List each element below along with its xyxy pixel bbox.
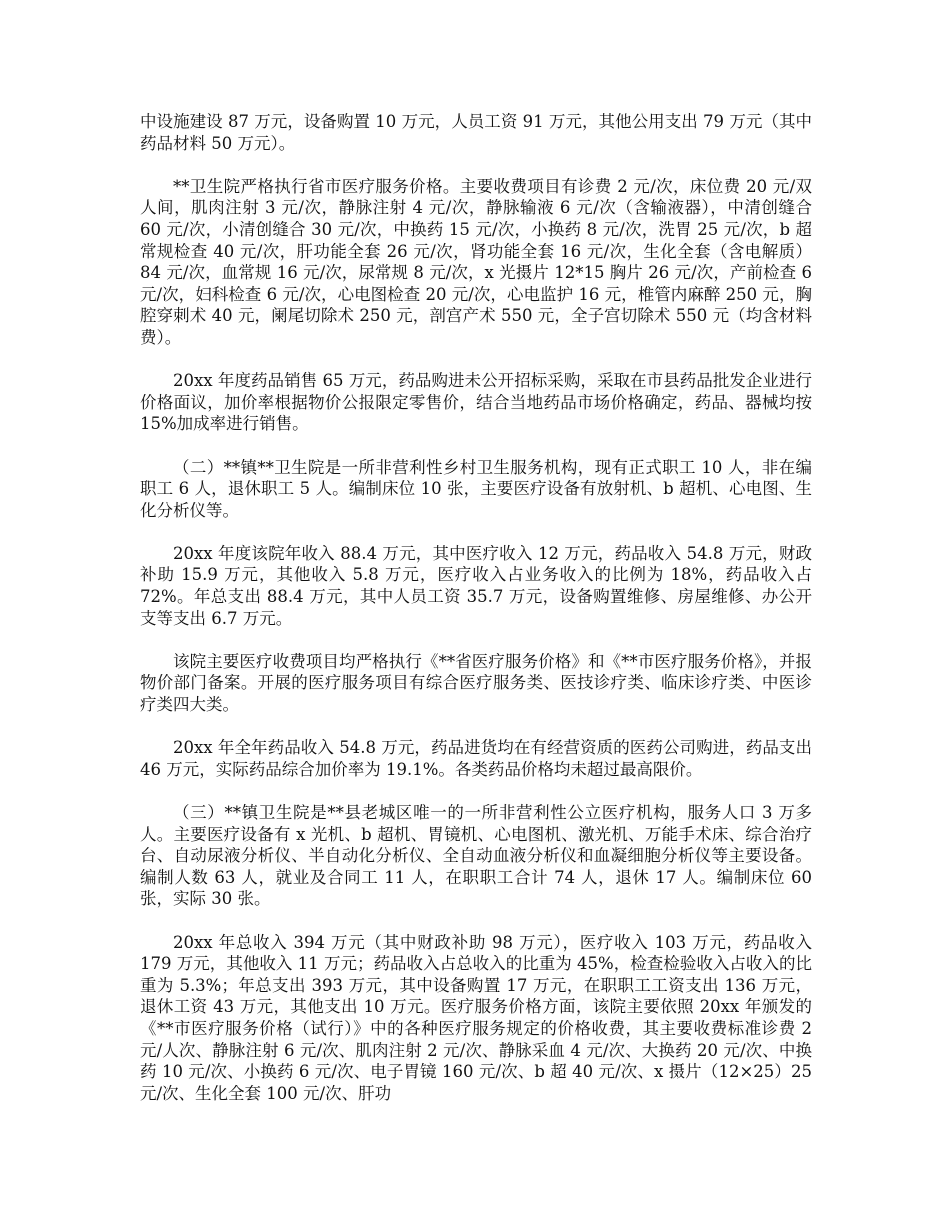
paragraph-section-three-intro: （三）**镇卫生院是**县老城区唯一的一所非营利性公立医疗机构，服务人口 3 万多人。主要医疗设备有 x 光机、b 超机、胃镜机、心电图机、激光机、万能手术床、综合治疗台、自动尿液分析仪、半自动化分析仪、全自动血液分析仪和血凝细胞分析仪等主要设备。编制人数 63 人，就业及合同工 11 人，在职职工合计 74 人，退休 17 人。编制床位 60 张，实际 30 张。: [140, 803, 812, 909]
paragraph-section-three-finance: 20xx 年总收入 394 万元（其中财政补助 98 万元），医疗收入 103 万元，药品收入 179 万元，其他收入 11 万元；药品收入占总收入的比重为 45%，检查检验收入占收入的比重为 5.3%；年总支出 393 万元，其中设备购置 17 万元，在职职工工资支出 136 万元，退休工资 43 万元，其他支出 10 万元。医疗服务价格方面，该院主要依照 20xx 年颁发的《**市医疗服务价格（试行）》中的各种医疗服务规定的价格收费，其主要收费标准诊费 2 元/人次、静脉注射 6 元/次、肌肉注射 2 元/次、静脉采血 4 元/次、大换药 20 元/次、中换药 10 元/次、小换药 6 元/次、电子胃镜 160 元/次、b 超 40 元/次、x 摄片（12×25）25 元/次、生化全套 100 元/次、肝功: [140, 932, 812, 1103]
paragraph-funding-continuation: 中设施建设 87 万元，设备购置 10 万元，人员工资 91 万元，其他公用支出 79 万元（其中药品材料 50 万元）。: [140, 112, 812, 153]
paragraph-service-prices: **卫生院严格执行省市医疗服务价格。主要收费项目有诊费 2 元/次，床位费 20 元/双人间，肌肉注射 3 元/次，静脉注射 4 元/次，静脉输液 6 元/次（含输液器），中清创缝合 60 元/次，小清创缝合 30 元/次，中换药 15 元/次，小换药 8 元/次，洗胃 25 元/次，b 超常规检查 40 元/次，肝功能全套 26 元/次，肾功能全套 16 元/次，生化全套（含电解质）84 元/次，血常规 16 元/次，尿常规 8 元/次，x 光摄片 12*15 胸片 26 元/次，产前检查 6 元/次，妇科检查 6 元/次，心电图检查 20 元/次，心电监护 16 元，椎管内麻醉 250 元，胸腔穿刺术 40 元，阑尾切除术 250 元，剖宫产术 550 元，全子宫切除术 550 元（均含材料费）。: [140, 176, 812, 347]
paragraph-section-two-intro: （二）**镇**卫生院是一所非营利性乡村卫生服务机构，现有正式职工 10 人，非在编职工 6 人，退休职工 5 人。编制床位 10 张，主要医疗设备有放射机、b 超机、心电图、生化分析仪等。: [140, 457, 812, 520]
document-page: [140, 111, 812, 1104]
paragraph-section-two-pricing: 该院主要医疗收费项目均严格执行《**省医疗服务价格》和《**市医疗服务价格》，并报物价部门备案。开展的医疗服务项目有综合医疗服务类、医技诊疗类、临床诊疗类、中医诊疗类四大类。: [140, 651, 812, 715]
paragraph-section-two-drugs: 20xx 年全年药品收入 54.8 万元，药品进货均在有经营资质的医药公司购进，药品支出 46 万元，实际药品综合加价率为 19.1%。各类药品价格均未超过最高限价。: [140, 738, 812, 779]
paragraph-section-two-finance: 20xx 年度该院年收入 88.4 万元，其中医疗收入 12 万元，药品收入 54.8 万元，财政补助 15.9 万元，其他收入 5.8 万元，医疗收入占业务收入的比例为 18%，药品收入占 72%。年总支出 88.4 万元，其中人员工资 35.7 万元，设备购置维修、房屋维修、办公开支等支出 6.7 万元。: [140, 543, 812, 628]
paragraph-drug-sales: 20xx 年度药品销售 65 万元，药品购进未公开招标采购，采取在市县药品批发企业进行价格面议，加价率根据物价公报限定零售价，结合当地药品市场价格确定，药品、器械均按 15%加成率进行销售。: [140, 371, 812, 434]
